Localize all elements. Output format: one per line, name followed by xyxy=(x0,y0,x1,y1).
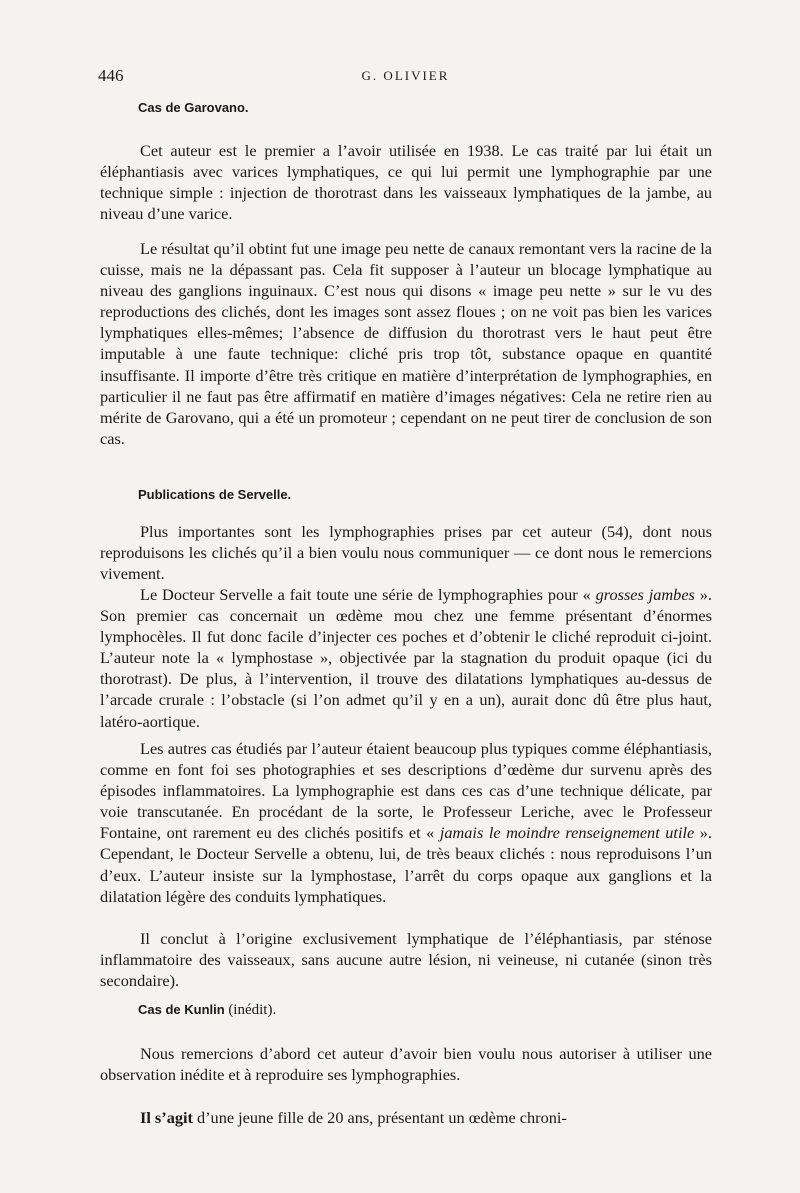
section-heading-kunlin-note: (inédit). xyxy=(228,1002,277,1018)
paragraph-kunlin-2 xyxy=(100,1107,712,1128)
paragraph-servelle-1: Plus importantes sont les lymphographies prises par cet auteur (54), dont nous reproduisons les clichés qu’il a bien voulu nous communiquer — ce dont nous le remercions vivement. xyxy=(100,522,712,584)
section-heading-servelle: Publications de Servelle. xyxy=(138,487,292,502)
quoted-term-grosses-jambes: grosses jambes xyxy=(595,585,695,604)
page-number: 446 xyxy=(98,66,124,85)
section-heading-garovano: Cas de Garovano. xyxy=(138,100,249,115)
paragraph-servelle-2-start: Le Docteur Servelle a fait toute une série de lymphographies pour « xyxy=(140,585,596,604)
paragraph-kunlin-2-start: Il s’agit xyxy=(140,1108,193,1127)
paragraph-kunlin-2-rest: d’une jeune fille de 20 ans, présentant un œdème chroni- xyxy=(192,1108,567,1127)
paragraph-servelle-4: Il conclut à l’origine exclusivement lymphatique de l’éléphantiasis, par sténose inflammatoire des vaisseaux, sans aucune autre lésion, ni veineuse, ni cutanée (sinon très secondaire). xyxy=(100,929,712,991)
paragraph-servelle-2-end: ». Son premier cas concernait un œdème mou chez une femme présentant d’énormes lymphocèles. Il fut donc facile d’injecter ces poches et d’obtenir le cliché reproduit ci-joint. L’auteur note la « lymphostase », objectivée par la stagnation du produit opaque (ici du thorotrast). De plus, à l’intervention, il trouve des dilatations lymphatiques au-dessus de l’arcade crurale : l’obstacle (si l’on admet qu’il y en a un), aurait donc dû être plus haut, latéro-aortique. xyxy=(100,585,712,731)
paragraph-servelle-3-end: ». Cependant, le Docteur Servelle a obtenu, lui, de très beaux clichés : nous reproduisons l’un d’eux. L’auteur insiste sur la lymphostase, l’arrêt du corps opaque aux ganglions et la dilatation légère des conduits lymphatiques. xyxy=(100,823,712,906)
running-head: G. OLIVIER xyxy=(361,68,450,83)
section-heading-kunlin xyxy=(138,1002,276,1019)
paragraph-servelle-3-start: Les autres cas étudiés par l’auteur étaient beaucoup plus typiques comme éléphantiasis, comme en font foi ses photographies et ses descriptions d’œdème dur survenu après des épisodes inflammatoires. La lymphographie est dans ces cas d’une technique délicate, par voie transcutanée. En procédant de la sorte, le Professeur Leriche, avec le Professeur Fontaine, ont rarement eu des clichés positifs et « xyxy=(100,739,712,843)
paragraph-garovano-2: Le résultat qu’il obtint fut une image peu nette de canaux remontant vers la racine de la cuisse, mais ne la dépassant pas. Cela fit supposer à l’auteur un blocage lymphatique au niveau des ganglions inguinaux. C’est nous qui disons « image peu nette » sur le vu des reproductions des clichés, dont les images sont assez floues ; on ne voit pas bien les varices lymphatiques elles-mêmes; l’absence de diffusion du thorotrast vers le haut peut être imputable à une faute technique: cliché pris trop tôt, substance opaque en quantité insuffisante. Il importe d’être très critique en matière d’interprétation de lymphographies, en particulier il ne faut pas être affirmatif en matière d’images négatives: Cela ne retire rien au mérite de Garovano, qui a été un promoteur ; cependant on ne peut tirer de conclusion de son cas. xyxy=(100,239,712,448)
quoted-phrase: jamais le moindre renseignement utile xyxy=(439,823,695,843)
page-header xyxy=(98,66,713,90)
section-heading-kunlin-title: Cas de Kunlin xyxy=(138,1002,225,1017)
paragraph-servelle-3 xyxy=(100,738,712,907)
paragraph-garovano-1: Cet auteur est le premier a l’avoir utilisée en 1938. Le cas traité par lui était un éléphantiasis avec varices lymphatiques, ce qui lui permit une lymphographie par une technique simple : injection de thorotrast dans les vaisseaux lymphatiques de la jambe, au niveau d’une varice. xyxy=(100,141,712,224)
paragraph-kunlin-1: Nous remercions d’abord cet auteur d’avoir bien voulu nous autoriser à utiliser une observation inédite et à reproduire ses lymphographies. xyxy=(100,1044,712,1085)
paragraph-servelle-2 xyxy=(100,584,712,732)
